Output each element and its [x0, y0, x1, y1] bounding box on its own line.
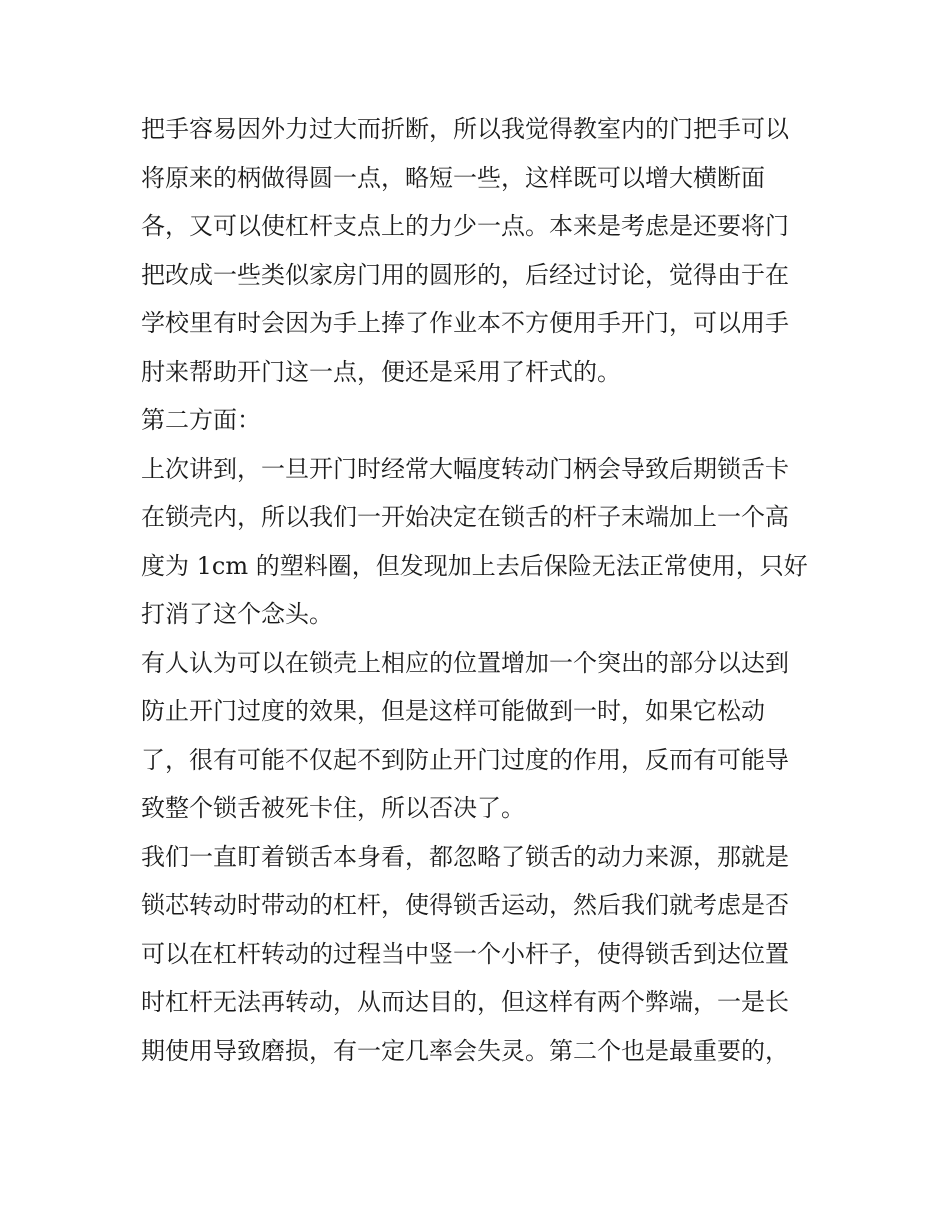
text-line: 各，又可以使杠杆支点上的力少一点。本来是考虑是还要将门 — [141, 212, 789, 240]
text-line: 肘来帮助开门这一点，便还是采用了杆式的。 — [141, 357, 621, 386]
text-line: 将原来的柄做得圆一点，略短一些，这样既可以增大横断面 — [141, 163, 765, 192]
text-line: 致整个锁舌被死卡住，所以否决了。 — [141, 794, 525, 822]
text-line: 时杠杆无法再转动，从而达目的，但这样有两个弊端，一是长 — [141, 988, 789, 1016]
text-line: 可以在杠杆转动的过程当中竖一个小杆子，使得锁舌到达位置 — [141, 939, 789, 968]
text-line: 学校里有时会因为手上捧了作业本不方便用手开门，可以用手 — [141, 309, 789, 337]
text-line: 上次讲到，一旦开门时经常大幅度转动门柄会导致后期锁舌卡 — [141, 454, 789, 483]
text-line: 锁芯转动时带动的杠杆，使得锁舌运动，然后我们就考虑是否 — [141, 891, 789, 919]
text-line: 打消了这个念头。 — [141, 600, 333, 628]
text-line: 我们一直盯着锁舌本身看，都忽略了锁舌的动力来源，那就是 — [141, 842, 789, 871]
text-line: 防止开门过度的效果，但是这样可能做到一时，如果它松动 — [141, 697, 765, 725]
text-line: 把手容易因外力过大而折断，所以我觉得教室内的门把手可以 — [141, 115, 789, 143]
text-line: 了，很有可能不仅起不到防止开门过度的作用，反而有可能导 — [141, 745, 789, 774]
section-heading: 第二方面： — [141, 406, 261, 434]
document-body — [141, 105, 821, 1075]
text-line: 有人认为可以在锁壳上相应的位置增加一个突出的部分以达到 — [141, 648, 789, 677]
text-line: 期使用导致磨损，有一定几率会失灵。第二个也是最重要的， — [141, 1036, 789, 1065]
text-line: 度为 1cm 的塑料圈，但发现加上去后保险无法正常使用，只好 — [141, 551, 808, 580]
text-line: 在锁壳内，所以我们一开始决定在锁舌的杆子末端加上一个高 — [141, 503, 789, 531]
text-line: 把改成一些类似家房门用的圆形的，后经过讨论，觉得由于在 — [141, 260, 789, 289]
